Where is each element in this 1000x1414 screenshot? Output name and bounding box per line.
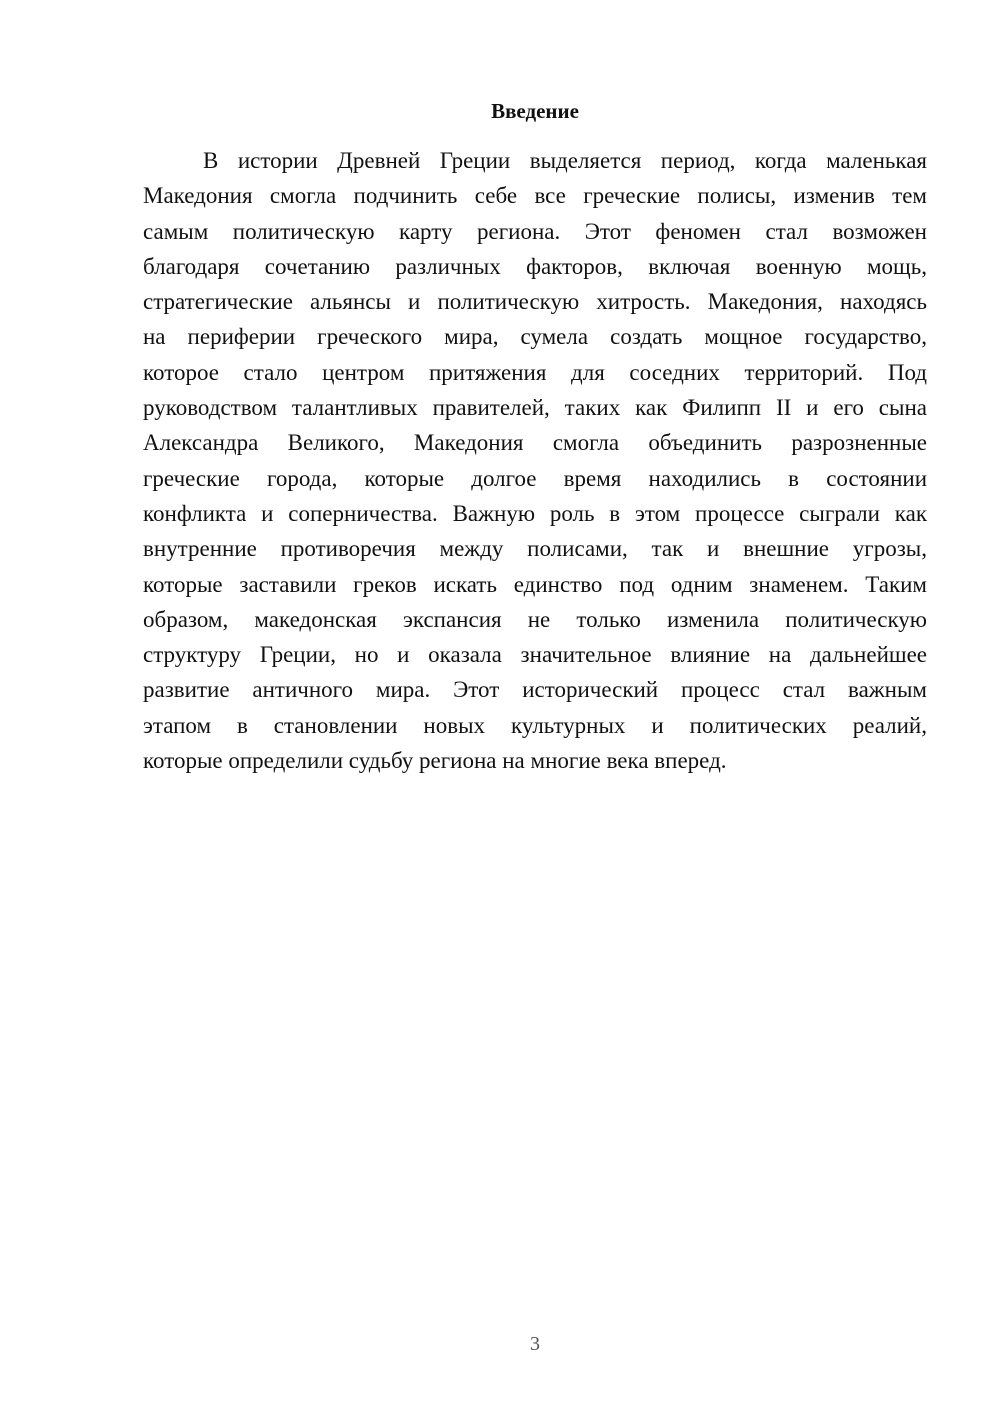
paragraph-line: конфликта и соперничества. Важную роль в этом процессе сыграли как [143, 500, 927, 526]
paragraph-line: которые заставили греков искать единство под одним знаменем. Таким [143, 571, 927, 597]
page-number: 3 [530, 1333, 540, 1355]
paragraph-line: которое стало центром притяжения для соседних территорий. Под [143, 359, 927, 385]
paragraph-line: которые определили судьбу региона на многие века вперед. [143, 748, 727, 774]
section-heading: Введение [491, 99, 579, 123]
paragraph-line: греческие города, которые долгое время находились в состоянии [143, 465, 927, 491]
paragraph-line: структуру Греции, но и оказала значительное влияние на дальнейшее [143, 642, 927, 668]
body-paragraph [143, 143, 927, 778]
paragraph-line: руководством талантливых правителей, таких как Филипп II и его сына [143, 395, 927, 421]
paragraph-line: самым политическую карту региона. Этот феномен стал возможен [143, 218, 927, 244]
paragraph-line: развитие античного мира. Этот исторический процесс стал важным [143, 677, 927, 703]
paragraph-line: Македония смогла подчинить себе все греческие полисы, изменив тем [143, 183, 927, 209]
paragraph-line: Александра Великого, Македония смогла объединить разрозненные [143, 430, 927, 456]
paragraph-line: внутренние противоречия между полисами, так и внешние угрозы, [143, 536, 927, 562]
paragraph-line: благодаря сочетанию различных факторов, включая военную мощь, [143, 253, 927, 279]
paragraph-line: В истории Древней Греции выделяется период, когда маленькая [203, 148, 927, 173]
paragraph-line: стратегические альянсы и политическую хитрость. Македония, находясь [143, 289, 927, 315]
paragraph-line: образом, македонская экспансия не только изменила политическую [143, 606, 927, 632]
paragraph-line: на периферии греческого мира, сумела создать мощное государство, [143, 324, 927, 350]
paragraph-line: этапом в становлении новых культурных и политических реалий, [143, 712, 927, 738]
